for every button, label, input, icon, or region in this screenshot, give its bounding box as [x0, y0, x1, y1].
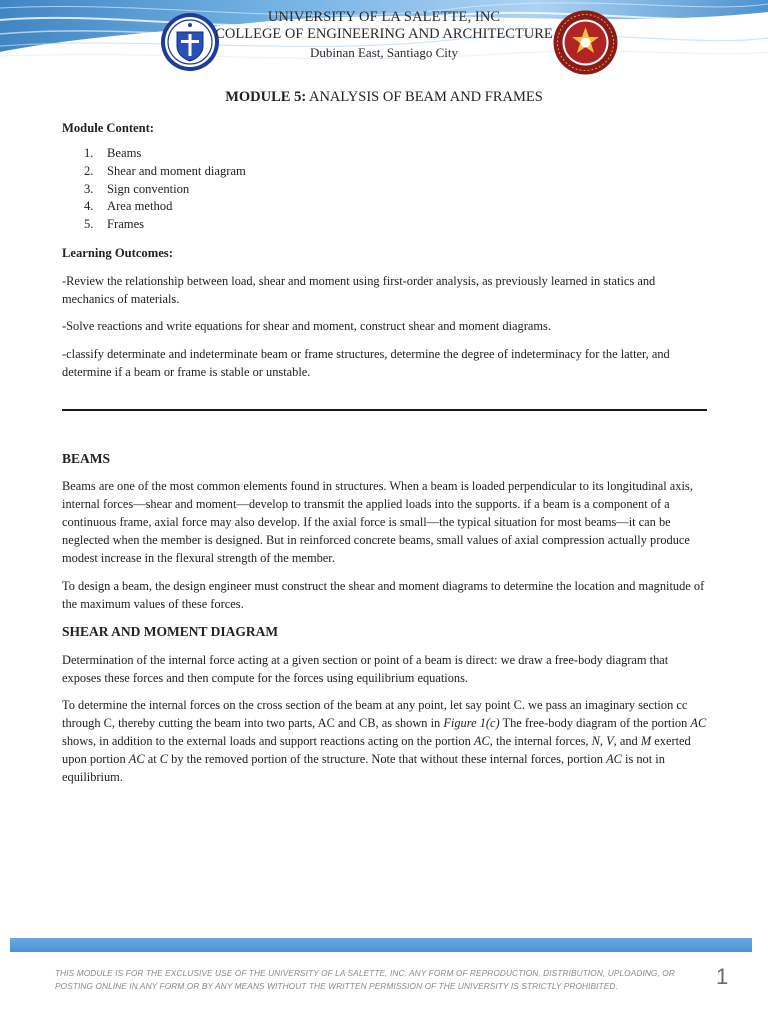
learning-outcomes-heading: Learning Outcomes:	[62, 246, 173, 260]
copyright-notice: THIS MODULE IS FOR THE EXCLUSIVE USE OF THE UNIVERSITY OF LA SALETTE, INC. ANY FORM OF REPRODUCTION, DISTRIBUTION, UPLOADING, OR POSTING ONLINE IN ANY FORM OR BY ANY MEANS WITHOUT THE WRITTEN PERMISSION OF THE UNIVERSITY IS STRICTLY PROHIBITED.	[55, 968, 675, 991]
beams-paragraph: Beams are one of the most common elements found in structures. When a beam is loaded perpendicular to its longitudinal axis, internal forces—shear and moment—develop to transmit the applied loads into the supports. if a beam is a component of a continuous frame, axial force may also develop. If the axial force is small—the typical situation for most beams—it can be neglected when the member is designed. But in reinforced concrete beams, small values of axial compression actually produce modest increase in the flexural strength of the member.	[62, 479, 693, 565]
letterhead	[0, 0, 768, 76]
module-content-heading: Module Content:	[62, 121, 154, 135]
outcome-paragraph: -classify determinate and indeterminate beam or frame structures, determine the degree of indeterminacy for the latter, and determine if a beam or frame is stable or unstable.	[62, 347, 670, 379]
list-item: 4. Area method	[84, 199, 173, 214]
beams-heading: BEAMS	[62, 451, 111, 466]
shear-moment-paragraph: To determine the internal forces on the cross section of the beam at any point, let say point C. we pass an imaginary section cc through C, thereby cutting the beam into two parts, AC and CB, as shown in Figure 1(c) The free-body diagram of the portion AC shows, in addition to the external loads and support reactions acting on the portion AC, the internal forces, N, V, and M exerted upon portion AC at C by the removed portion of the structure. Note that without these internal forces, portion AC is not in equilibrium.	[62, 698, 707, 784]
outcome-paragraph: -Review the relationship between load, shear and moment using first-order analysis, as previously learned in statics and mechanics of materials.	[62, 274, 656, 306]
campus-address: Dubinan East, Santiago City	[309, 45, 459, 60]
module-number: MODULE 5:	[225, 89, 307, 105]
footer-accent-bar	[10, 938, 752, 952]
beams-paragraph: To design a beam, the design engineer must construct the shear and moment diagrams to determine the location and magnitude of the maximum values of these forces.	[62, 579, 705, 611]
college-seal-logo	[553, 10, 618, 75]
page-number: 1	[716, 964, 729, 989]
list-item: 2. Shear and moment diagram	[84, 163, 246, 178]
list-item: 5. Frames	[84, 217, 145, 232]
shear-moment-paragraph: Determination of the internal force acting at a given section or point of a beam is direct: we draw a free-body diagram that exposes these forces and then compute for the forces using equilibrium equations.	[62, 653, 669, 685]
module-title	[0, 89, 768, 106]
shear-moment-heading: SHEAR AND MOMENT DIAGRAM	[62, 624, 279, 639]
module-title-text: ANALYSIS OF BEAM AND FRAMES	[308, 89, 543, 105]
outcome-paragraph: -Solve reactions and write equations for shear and moment, construct shear and moment diagrams.	[62, 319, 551, 333]
college-name: COLLEGE OF ENGINEERING AND ARCHITECTURE	[215, 26, 553, 42]
list-item: 1. Beams	[84, 146, 142, 160]
list-item: 3. Sign convention	[84, 181, 190, 196]
university-name: UNIVERSITY OF LA SALETTE, INC	[267, 9, 501, 25]
section-divider	[62, 409, 707, 411]
module-content-list	[62, 145, 246, 234]
